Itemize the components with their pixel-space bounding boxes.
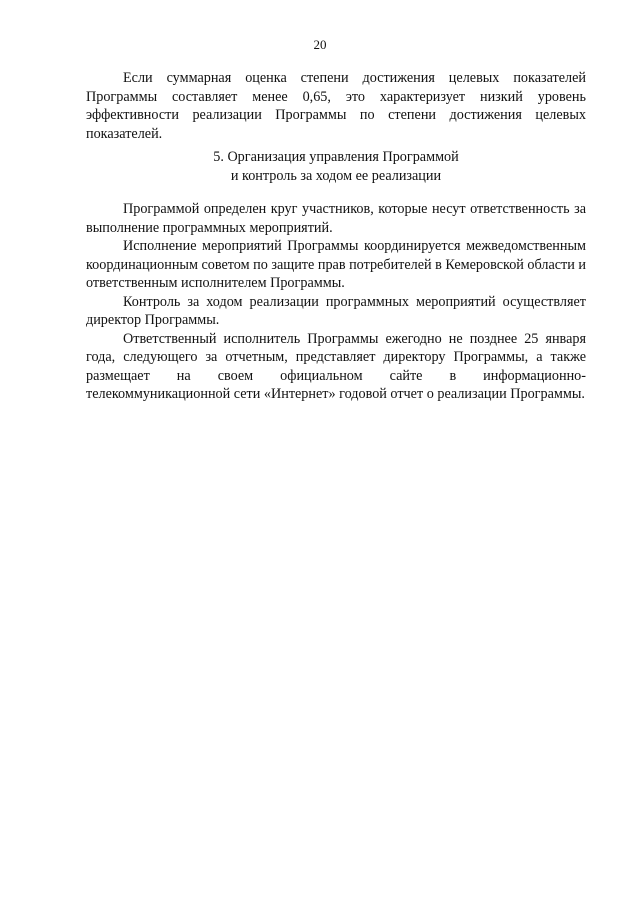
section-heading [86, 148, 586, 185]
intro-section [86, 69, 586, 143]
paragraph-participants: Программой определен круг участников, которые несут ответственность за выполнение программных мероприятий. [86, 201, 586, 236]
section-heading-line-2: и контроль за ходом ее реализации [230, 167, 442, 184]
paragraph-annual-report: Ответственный исполнитель Программы ежегодно не позднее 25 января года, следующего за отчетным, представляет директору Программы, а также размещает на своем официальном сайте в информационно-телекоммуникационной сети «Интернет» годовой отчет о реализации Программы. [86, 330, 586, 402]
section-body [86, 200, 586, 404]
section-heading-line-1: 5. Организация управления Программой [213, 149, 459, 165]
paragraph-control: Контроль за ходом реализации программных мероприятий осуществляет директор Программы. [86, 293, 586, 328]
paragraph-coordination: Исполнение мероприятий Программы координируется межведомственным координационным советом по защите прав потребителей в Кемеровской области и ответственным исполнителем Программы. [86, 238, 586, 291]
paragraph-efficiency-threshold: Если суммарная оценка степени достижения целевых показателей Программы составляет менее 0,65, это характеризует низкий уровень эффективности реализации Программы по степени достижения целевых показателей. [86, 70, 586, 142]
page-number: 20 [313, 37, 327, 52]
